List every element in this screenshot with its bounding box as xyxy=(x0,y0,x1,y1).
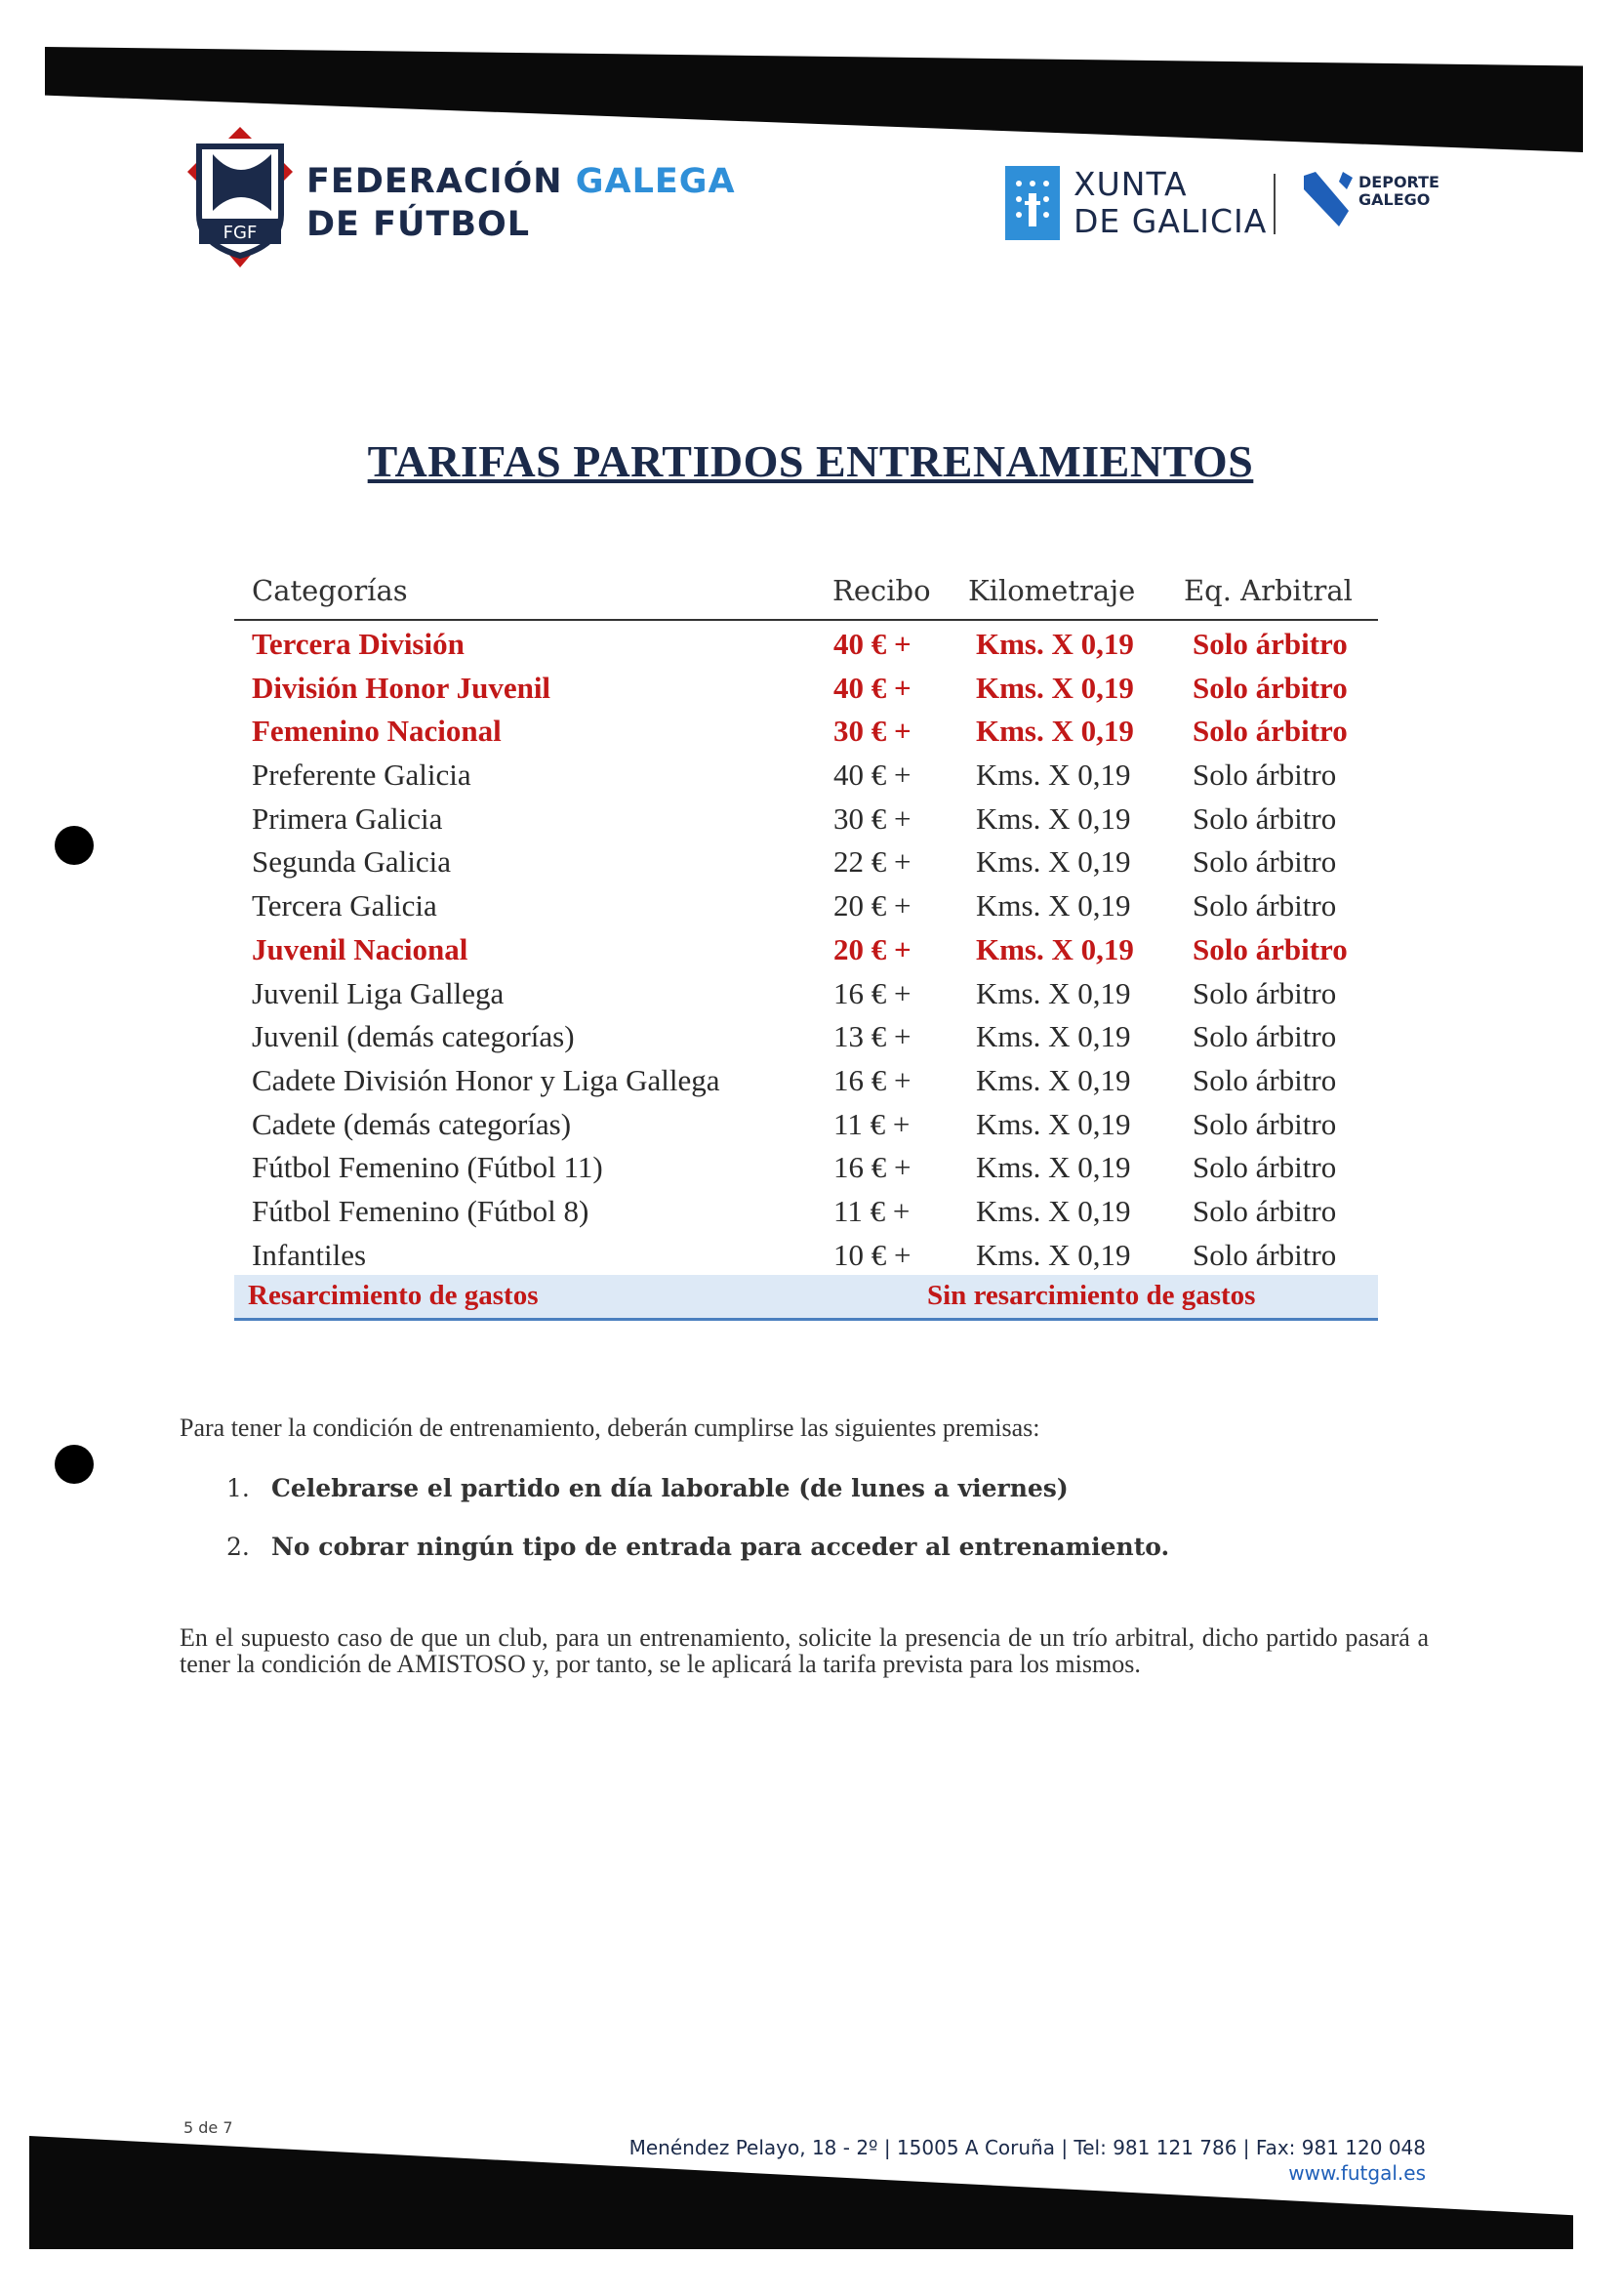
fee-cell: 40 € + xyxy=(833,758,912,793)
category-cell: Preferente Galicia xyxy=(252,758,471,793)
fee-cell: 20 € + xyxy=(833,931,912,966)
category-cell: Cadete (demás categorías) xyxy=(252,1106,572,1141)
table-row xyxy=(234,1101,1378,1145)
table-row xyxy=(234,796,1378,840)
category-cell: Femenino Nacional xyxy=(252,714,502,749)
table-row xyxy=(234,708,1378,752)
category-cell: Tercera División xyxy=(252,627,465,661)
km-cell: Kms. X 0,19 xyxy=(976,931,1134,966)
fgf-wordmark xyxy=(306,160,736,246)
header-kilometraje: Kilometraje xyxy=(968,574,1136,607)
reimbursement-value: Sin resarcimiento de gastos xyxy=(927,1280,1256,1312)
reimbursement-label: Resarcimiento de gastos xyxy=(248,1280,539,1312)
table-row xyxy=(234,752,1378,796)
condition-number: 1. xyxy=(226,1474,250,1502)
km-cell: Kms. X 0,19 xyxy=(976,670,1134,705)
fgf-shield-logo xyxy=(180,125,301,269)
referee-team-cell: Solo árbitro xyxy=(1193,800,1337,836)
deporte-galego-icon xyxy=(1304,172,1353,226)
category-cell: Tercera Galicia xyxy=(252,888,437,923)
condition-item xyxy=(226,1474,1069,1502)
referee-team-cell: Solo árbitro xyxy=(1193,888,1337,923)
referee-team-cell: Solo árbitro xyxy=(1193,1106,1337,1141)
referee-team-cell: Solo árbitro xyxy=(1193,931,1348,966)
fee-cell: 16 € + xyxy=(833,1062,912,1097)
category-cell: División Honor Juvenil xyxy=(252,670,551,705)
table-row xyxy=(234,1232,1378,1276)
page-title: TARIFAS PARTIDOS ENTRENAMIENTOS xyxy=(367,436,1254,486)
category-cell: Fútbol Femenino (Fútbol 8) xyxy=(252,1193,589,1228)
table-row xyxy=(234,665,1378,709)
km-cell: Kms. X 0,19 xyxy=(976,888,1131,923)
fee-cell: 16 € + xyxy=(833,975,912,1010)
table-row xyxy=(234,621,1378,665)
rates-table xyxy=(234,570,1378,1321)
fee-cell: 11 € + xyxy=(833,1106,911,1141)
fee-cell: 10 € + xyxy=(833,1237,912,1272)
referee-team-cell: Solo árbitro xyxy=(1193,975,1337,1010)
fgf-line1-dark: FEDERACIÓN xyxy=(306,162,563,201)
table-row xyxy=(234,1144,1378,1188)
header-eq-arbitral: Eq. Arbitral xyxy=(1184,574,1353,607)
km-cell: Kms. X 0,19 xyxy=(976,714,1134,749)
referee-team-cell: Solo árbitro xyxy=(1193,1237,1337,1272)
category-cell: Juvenil Liga Gallega xyxy=(252,975,505,1010)
fee-cell: 30 € + xyxy=(833,714,912,749)
fee-cell: 40 € + xyxy=(833,670,912,705)
category-cell: Primera Galicia xyxy=(252,800,443,836)
table-body xyxy=(234,621,1378,1275)
referee-team-cell: Solo árbitro xyxy=(1193,1193,1337,1228)
table-row xyxy=(234,839,1378,882)
referee-team-cell: Solo árbitro xyxy=(1193,1019,1337,1054)
km-cell: Kms. X 0,19 xyxy=(976,1062,1131,1097)
category-cell: Cadete División Honor y Liga Gallega xyxy=(252,1062,720,1097)
xunta-line2: DE GALICIA xyxy=(1074,202,1268,240)
fee-cell: 40 € + xyxy=(833,627,912,661)
fee-cell: 11 € + xyxy=(833,1193,911,1228)
fee-cell: 13 € + xyxy=(833,1019,912,1054)
deporte-line1: DEPORTE xyxy=(1358,173,1439,191)
punch-hole-dot xyxy=(55,1445,94,1484)
condition-number: 2. xyxy=(226,1533,250,1561)
header-categorias: Categorías xyxy=(252,574,408,607)
punch-hole-dot xyxy=(55,826,94,865)
footer-website[interactable]: www.futgal.es xyxy=(1288,2161,1426,2185)
km-cell: Kms. X 0,19 xyxy=(976,975,1131,1010)
km-cell: Kms. X 0,19 xyxy=(976,1106,1131,1141)
referee-team-cell: Solo árbitro xyxy=(1193,670,1348,705)
deporte-line2: GALEGO xyxy=(1358,190,1431,209)
table-row xyxy=(234,926,1378,970)
table-header xyxy=(234,570,1378,621)
referee-team-cell: Solo árbitro xyxy=(1193,714,1348,749)
conditions-intro: Para tener la condición de entrenamiento, deberán cumplirse las siguientes premisas: xyxy=(180,1414,1040,1442)
reimbursement-row xyxy=(234,1275,1378,1321)
xunta-line1: XUNTA xyxy=(1074,165,1188,203)
category-cell: Fútbol Femenino (Fútbol 11) xyxy=(252,1150,603,1185)
category-cell: Segunda Galicia xyxy=(252,844,452,880)
km-cell: Kms. X 0,19 xyxy=(976,800,1131,836)
fgf-line2: DE FÚTBOL xyxy=(306,205,531,244)
table-row xyxy=(234,882,1378,926)
km-cell: Kms. X 0,19 xyxy=(976,1150,1131,1185)
km-cell: Kms. X 0,19 xyxy=(976,844,1131,880)
referee-team-cell: Solo árbitro xyxy=(1193,758,1337,793)
category-cell: Infantiles xyxy=(252,1237,367,1272)
category-cell: Juvenil Nacional xyxy=(252,931,468,966)
footer-address: Menéndez Pelayo, 18 - 2º | 15005 A Coruña | Tel: 981 121 786 | Fax: 981 120 048 xyxy=(628,2136,1426,2159)
referee-team-cell: Solo árbitro xyxy=(1193,1062,1337,1097)
fee-cell: 22 € + xyxy=(833,844,912,880)
fgf-line1-blue: GALEGA xyxy=(575,162,736,201)
fgf-badge-text: FGF xyxy=(223,223,258,243)
km-cell: Kms. X 0,19 xyxy=(976,1193,1131,1228)
condition-item xyxy=(226,1533,1169,1561)
table-row xyxy=(234,1188,1378,1232)
condition-text: No cobrar ningún tipo de entrada para acceder al entrenamiento. xyxy=(271,1533,1170,1561)
header-recibo: Recibo xyxy=(832,574,931,607)
fee-cell: 16 € + xyxy=(833,1150,912,1185)
km-cell: Kms. X 0,19 xyxy=(976,627,1134,661)
xunta-shield-icon xyxy=(1005,166,1064,244)
referee-team-cell: Solo árbitro xyxy=(1193,1150,1337,1185)
km-cell: Kms. X 0,19 xyxy=(976,1237,1131,1272)
table-row xyxy=(234,970,1378,1014)
fee-cell: 20 € + xyxy=(833,888,912,923)
km-cell: Kms. X 0,19 xyxy=(976,1019,1131,1054)
deporte-wordmark xyxy=(1358,174,1439,209)
km-cell: Kms. X 0,19 xyxy=(976,758,1131,793)
referee-team-cell: Solo árbitro xyxy=(1193,844,1337,880)
xunta-wordmark xyxy=(1074,166,1267,240)
table-row xyxy=(234,1013,1378,1057)
page-number: 5 de 7 xyxy=(183,2118,233,2137)
referee-team-cell: Solo árbitro xyxy=(1193,627,1348,661)
condition-text: Celebrarse el partido en día laborable (de lunes a viernes) xyxy=(271,1474,1069,1502)
table-row xyxy=(234,1057,1378,1101)
fee-cell: 30 € + xyxy=(833,800,912,836)
amistoso-note: En el supuesto caso de que un club, para un entrenamiento, solicite la presencia de un trío arbitral, dicho partido pasará a tener la condición de AMISTOSO y, por tanto, se le aplicará la tarifa prevista para los mismos. xyxy=(180,1623,1429,1678)
logo-divider xyxy=(1274,174,1276,234)
category-cell: Juvenil (demás categorías) xyxy=(252,1019,575,1054)
